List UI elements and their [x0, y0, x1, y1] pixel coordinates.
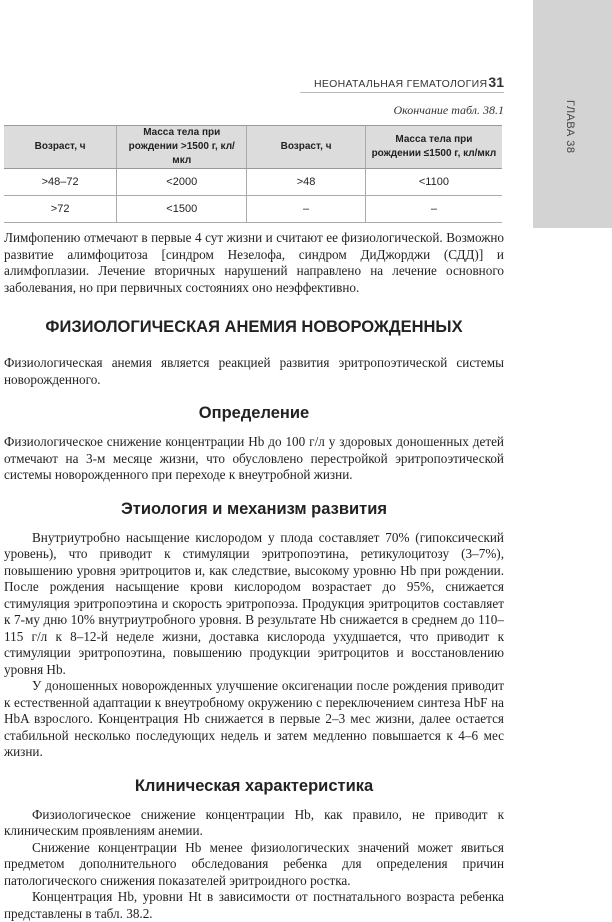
table-cell: <1100 [365, 169, 502, 196]
chapter-label: ГЛАВА 38 [564, 100, 576, 154]
section-heading-anemia: ФИЗИОЛОГИЧЕСКАЯ АНЕМИЯ НОВОРОЖДЕННЫХ [45, 318, 463, 336]
table-header-cell: Масса тела при рождении ≤1500 г, кл/мкл [365, 126, 502, 169]
paragraph-etiology-1: Внутриутробно насыщение кислородом у плода составляет 70% (гипоксический уровень), что приводит к стимуляции эритропоэтина, ретикулоцитозу (3–7%), повышению уровня эритроцитов и, как следствие, высокому уровню Hb при рождении. После рождения насыщение крови кислородом возрастает до 95%, снижается стимуляция эритропоэтина и скорость эритропоэза. Продукция эритроцитов составляет к 7-му дню 10% внутриутробного уровня. В результате Hb снижается в среднем до 110–115 г/л к 8–12-й неделе жизни, доставка кислорода ухудшается, что приводит к стимуляции эритропоэтина, повышению продукции эритроцитов и восстановлению уровня Hb. [4, 529, 504, 677]
table-header-cell: Возраст, ч [247, 126, 366, 169]
data-table [4, 125, 502, 223]
paragraph-clinical-2: Снижение концентрации Hb менее физиологических значений может явиться предметом дополнительного обследования ребенка для определения причин патологического снижения показателей эритроидного ростка. [4, 839, 504, 888]
running-head [300, 74, 504, 93]
paragraph-clinical-1: Физиологическое снижение концентрации Hb, как правило, не приводит к клиническим проявлениям анемии. [4, 806, 504, 838]
subheading-etiology: Этиология и механизм развития [121, 499, 387, 518]
table-caption: Окончание табл. 38.1 [393, 103, 504, 117]
paragraph-etiology-2: У доношенных новорожденных улучшение оксигенации после рождения приводит к естественной адаптации к внеутробному окружению с переключением синтеза HbF на HbA взрослого. Концентрация Hb снижается в первые 2–3 мес жизни, далее остается стабильной несколько последующих недель и затем медленно повышается к 4–6 мес жизни. [4, 678, 504, 759]
table-header-row [4, 126, 502, 169]
table-cell: – [365, 196, 502, 223]
table-cell: >48 [247, 169, 366, 196]
chapter-side-tab [533, 0, 612, 228]
table-cell: <2000 [117, 169, 247, 196]
subheading-clinical: Клиническая характеристика [134, 776, 374, 795]
body-text [4, 230, 504, 922]
table-row [4, 196, 502, 223]
paragraph-clinical-3: Концентрация Hb, уровни Ht в зависимости от постнатального возраста ребенка представлены в табл. 38.2. [4, 889, 504, 921]
table-cell: >72 [4, 196, 117, 223]
paragraph-definition: Физиологическое снижение концентрации Hb до 100 г/л у здоровых доношенных детей отмечают на 3-м месяце жизни, что обусловлено перестройкой эритропоэтической системы новорожденного при переходе к внеутробной жизни. [4, 434, 504, 482]
running-head-title: НЕОНАТАЛЬНАЯ ГЕМАТОЛОГИЯ [314, 78, 488, 90]
page-number: 31 [488, 74, 504, 90]
paragraph-lymphopenia: Лимфопению отмечают в первые 4 сут жизни и считают ее физиологической. Возможно развитие алимфоцитоза [синдром Незелофа, синдром ДиДжорджи (СДД)] и алимфоплазии. Лечение вторичных нарушений направлено на лечение основного заболевания, но при первичных состояниях оно неэффективно. [4, 230, 504, 295]
subheading-definition: Определение [198, 404, 310, 422]
table-header-cell: Масса тела при рождении >1500 г, кл/мкл [117, 126, 247, 169]
table-header-cell: Возраст, ч [4, 126, 117, 169]
table-cell: >48–72 [4, 169, 117, 196]
paragraph-intro: Физиологическая анемия является реакцией развития эритропоэтической системы новорожденного. [4, 355, 504, 387]
table-row [4, 169, 502, 196]
table-cell: <1500 [117, 196, 247, 223]
table-cell: – [247, 196, 366, 223]
